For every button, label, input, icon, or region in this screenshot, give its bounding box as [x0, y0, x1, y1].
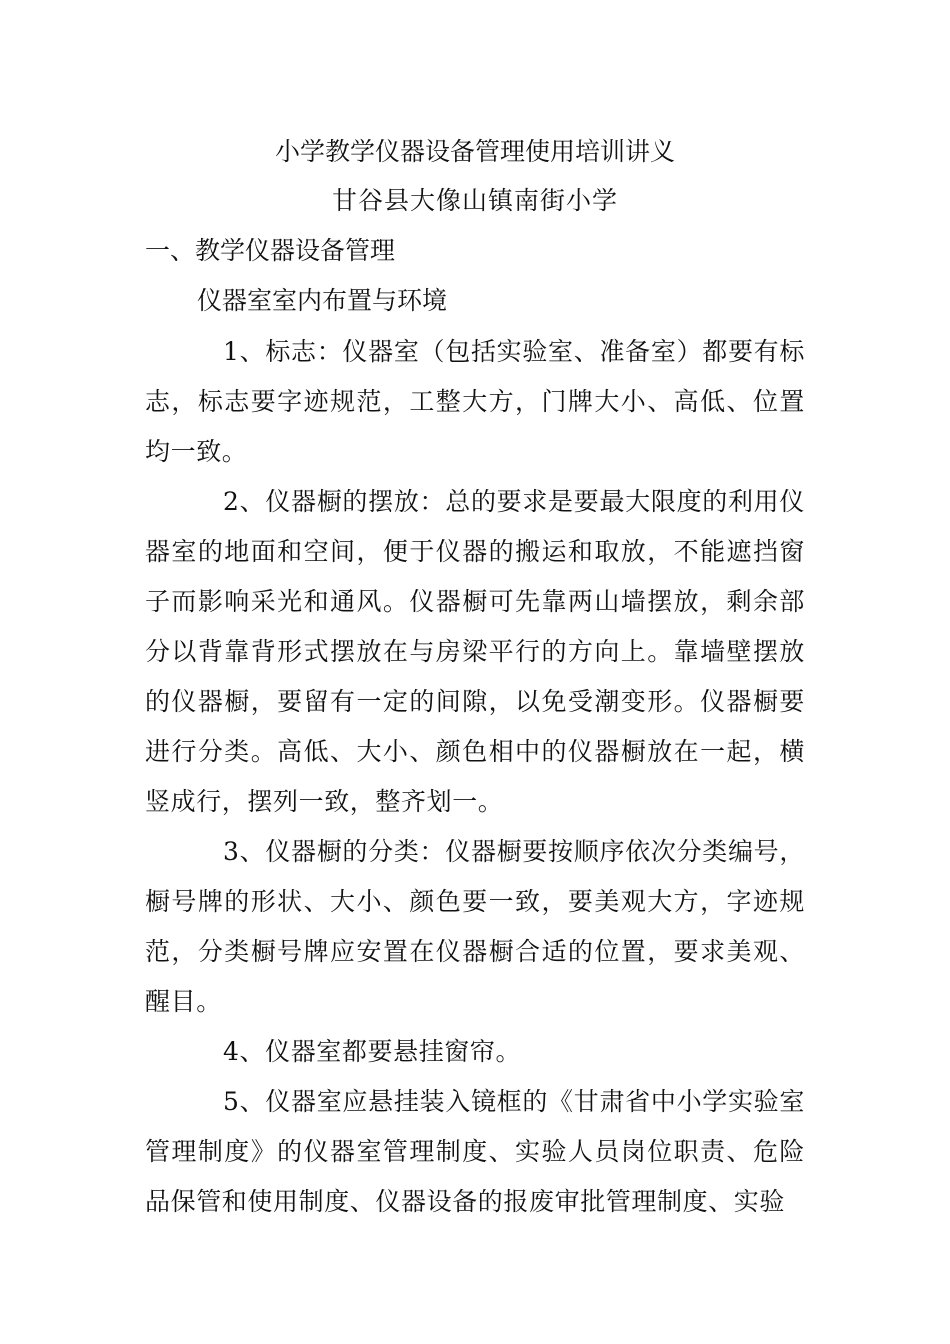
document-title: 小学教学仪器设备管理使用培训讲义 — [274, 137, 675, 166]
document-subtitle: 甘谷县大像山镇南街小学 — [331, 186, 618, 215]
paragraph-management-rules: 5、仪器室应悬挂装入镜框的《甘肃省中小学实验室管理制度》的仪器室管理制度、实验人员岗位职责、危险品保管和使用制度、仪器设备的报废审批管理制度、实验 — [145, 1087, 805, 1216]
paragraph-cabinet-placement: 2、仪器橱的摆放：总的要求是要最大限度的利用仪器室的地面和空间，便于仪器的搬运和取放，不能遮挡窗子而影响采光和通风。仪器橱可先靠两山墙摆放，剩余部分以背靠背形式摆放在与房梁平行的方向上。靠墙壁摆放的仪器橱，要留有一定的间隙，以免受潮变形。仪器橱要进行分类。高低、大小、颜色相中的仪器橱放在一起，横竖成行，摆列一致，整齐划一。 — [145, 487, 805, 816]
paragraph-curtains: 4、仪器室都要悬挂窗帘。 — [223, 1037, 522, 1066]
paragraph-cabinet-classification: 3、仪器橱的分类：仪器橱要按顺序依次分类编号，橱号牌的形状、大小、颜色要一致，要美观大方，字迹规范，分类橱号牌应安置在仪器橱合适的位置，要求美观、醒目。 — [145, 837, 805, 1016]
section-heading: 一、教学仪器设备管理 — [145, 236, 396, 265]
paragraph-signage: 1、标志：仪器室（包括实验室、准备室）都要有标志，标志要字迹规范，工整大方，门牌大小、高低、位置均一致。 — [145, 337, 805, 466]
subsection-heading: 仪器室室内布置与环境 — [197, 286, 448, 315]
